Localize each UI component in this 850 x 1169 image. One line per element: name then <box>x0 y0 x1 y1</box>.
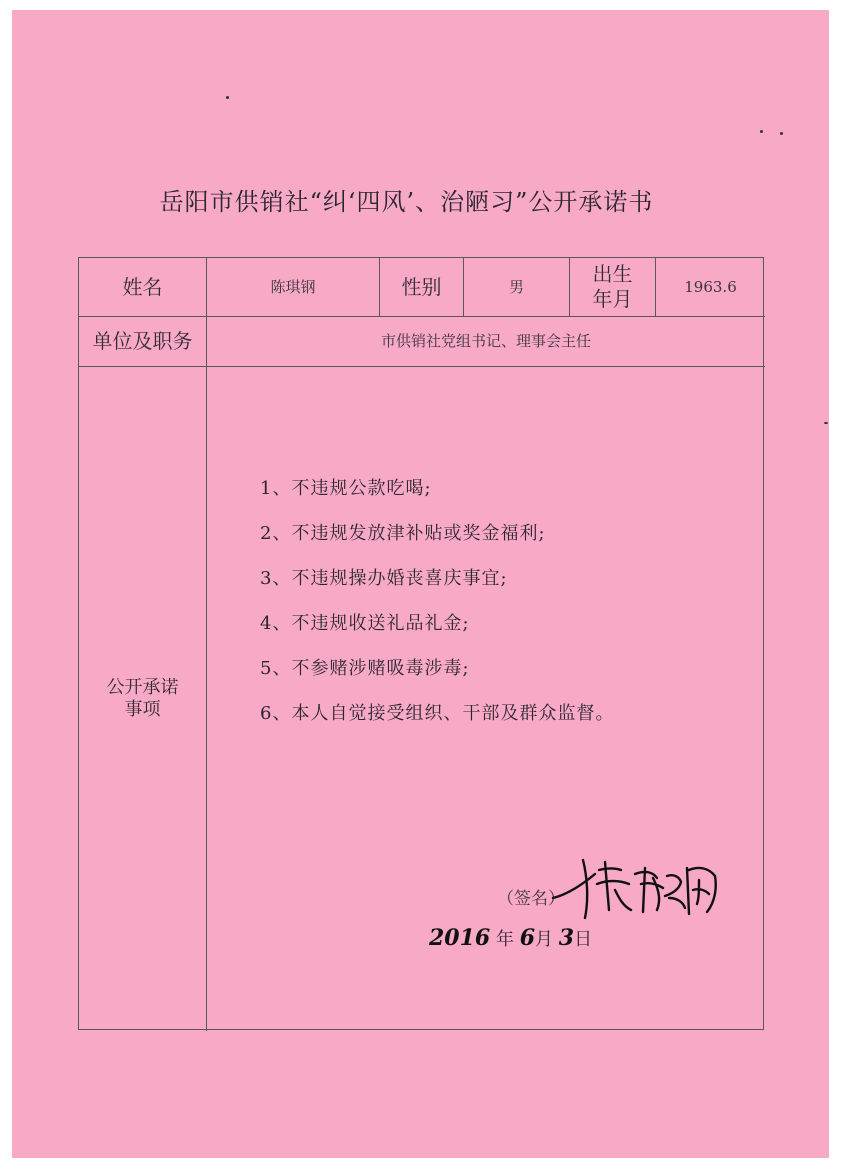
name-value: 陈琪钢 <box>270 277 316 296</box>
unit-label: 单位及职务 <box>92 329 193 353</box>
scan-speck <box>226 96 229 99</box>
commitment-item: 5、不参赌涉赌吸毒涉毒; <box>260 658 470 679</box>
commitment-item: 1、不违规公款吃喝; <box>260 478 432 499</box>
date-year: 2016 <box>429 925 491 951</box>
commitment-item: 4、不违规收送礼品礼金; <box>260 613 470 634</box>
handwritten-signature <box>549 854 729 924</box>
commitment-item: 3、不违规操办婚丧喜庆事宜; <box>260 568 508 589</box>
date-month: 6 <box>519 925 536 951</box>
pink-paper-sheet <box>12 10 829 1158</box>
commitment-form-table <box>78 257 764 1030</box>
gender-value: 男 <box>508 277 524 296</box>
birth-label-line1: 出生 <box>592 262 633 286</box>
commitment-items-list <box>260 474 614 744</box>
document-title: 岳阳市供销社“纠‘四风’、治陋习”公开承诺书 <box>159 188 654 216</box>
commit-label-line2: 事项 <box>124 699 161 720</box>
gender-label: 性别 <box>401 274 442 299</box>
name-label: 姓名 <box>122 274 163 299</box>
signature-date <box>429 925 592 951</box>
date-month-unit: 月 <box>535 929 554 950</box>
signature-label: （签名） <box>497 889 565 909</box>
commit-label <box>79 367 206 1031</box>
date-year-unit: 年 <box>495 929 514 950</box>
scan-speck <box>780 132 783 135</box>
birth-label <box>570 258 655 316</box>
col-divider-label <box>206 258 207 1031</box>
commitment-item: 2、不违规发放津补贴或奖金福利; <box>260 523 546 544</box>
date-day: 3 <box>558 925 575 951</box>
birth-label-line2: 年月 <box>592 287 633 311</box>
commit-label-line1: 公开承诺 <box>106 676 179 698</box>
date-day-unit: 日 <box>574 929 593 950</box>
commitment-item: 6、本人自觉接受组织、干部及群众监督。 <box>260 703 615 724</box>
scan-speck <box>760 130 763 133</box>
scan-speck <box>824 422 828 424</box>
unit-value: 市供销社党组书记、理事会主任 <box>380 332 591 351</box>
birth-value: 1963.6 <box>684 277 737 296</box>
